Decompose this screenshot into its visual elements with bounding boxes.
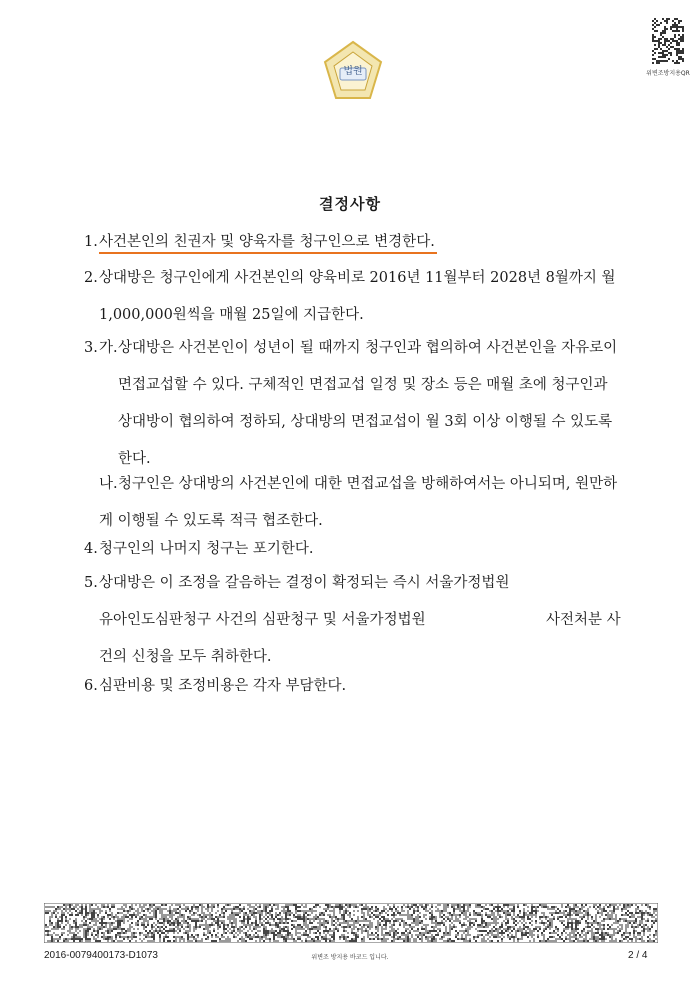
- barcode-note: 위변조 방지용 바코드 입니다.: [311, 954, 389, 961]
- qr-code: [652, 18, 684, 64]
- item-text-line: 면접교섭할 수 있다. 구체적인 면접교섭 일정 및 장소 등은 매월 초에 청구인과: [118, 377, 608, 393]
- item-number: 1.: [84, 234, 98, 250]
- item-text-line: 한다.: [118, 451, 151, 467]
- item-text-line: 유아인도심판청구 사건의 심판청구 및 서울가정법원: [99, 612, 426, 628]
- item-number: 3.: [84, 340, 98, 356]
- item-text-line: 사건본인의 친권자 및 양육자를 청구인으로 변경한다.: [99, 234, 435, 250]
- court-seal-logo: [322, 40, 384, 102]
- item-text-line: 상대방은 청구인에게 사건본인의 양육비로 2016년 11월부터 2028년 8월까지 월: [99, 270, 616, 286]
- item-number: 5.: [84, 575, 98, 591]
- item-number: 2.: [84, 270, 98, 286]
- item-text-tail: 사전처분 사: [546, 612, 621, 628]
- item-text-line: 심판비용 및 조정비용은 각자 부담한다.: [99, 678, 347, 694]
- item-text-line: 건의 신청을 모두 취하한다.: [99, 649, 272, 665]
- document-id: 2016-0079400173-D1073: [44, 950, 158, 961]
- item-text-line: 상대방이 협의하여 정하되, 상대방의 면접교섭이 월 3회 이상 이행될 수 있도록: [118, 414, 613, 430]
- anti-forgery-barcode: [44, 903, 658, 943]
- item-text-line: 상대방은 사건본인이 성년이 될 때까지 청구인과 협의하여 사건본인을 자유로이: [118, 340, 618, 356]
- item-sub-label: 나.: [99, 476, 118, 492]
- item-text-line: 청구인은 상대방의 사건본인에 대한 면접교섭을 방해하여서는 아니되며, 원만하: [118, 476, 618, 492]
- item-number: 4.: [84, 541, 98, 557]
- item-text-line: 상대방은 이 조정을 갈음하는 결정이 확정되는 즉시 서울가정법원: [99, 575, 510, 591]
- page-number: 2 / 4: [628, 950, 648, 961]
- item-sub-label: 가.: [99, 340, 118, 356]
- item-number: 6.: [84, 678, 98, 694]
- item-text-line: 청구인의 나머지 청구는 포기한다.: [99, 541, 314, 557]
- highlight-underline: [99, 252, 437, 254]
- item-text-line: 게 이행될 수 있도록 적극 협조한다.: [99, 513, 323, 529]
- item-text-line: 1,000,000원씩을 매월 25일에 지급한다.: [99, 307, 364, 323]
- qr-caption: 위변조방지용QR: [646, 70, 690, 77]
- seal-label: 법원: [343, 66, 363, 77]
- section-title: 결정사항: [319, 195, 381, 213]
